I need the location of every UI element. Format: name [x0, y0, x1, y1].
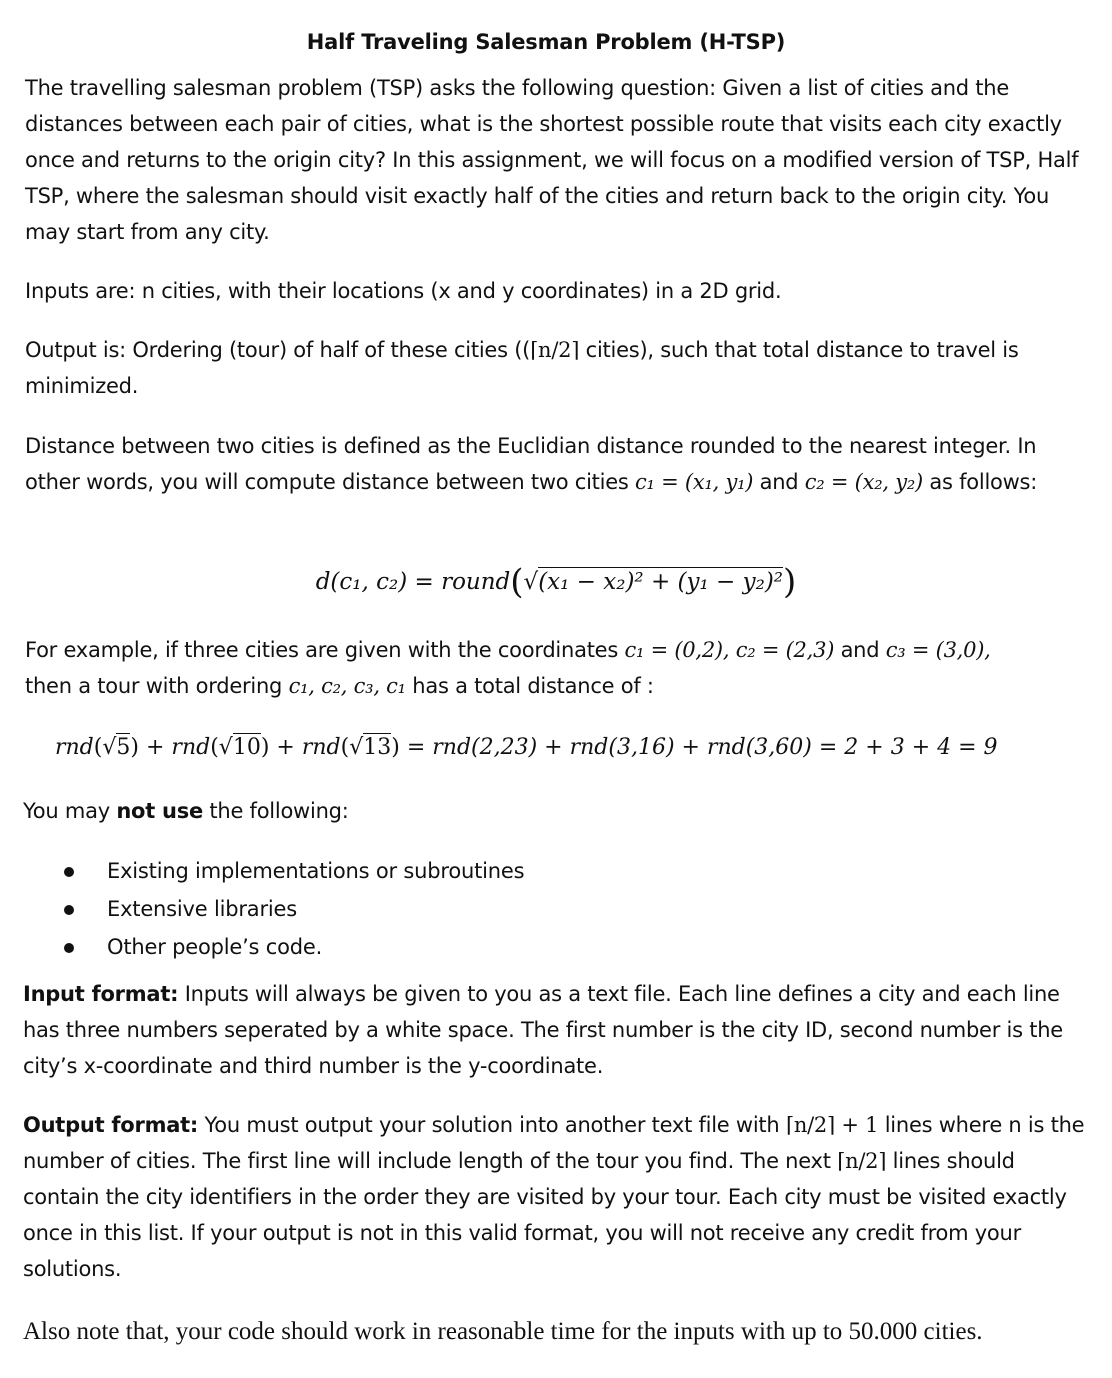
list-item-text: Extensive libraries: [107, 897, 297, 921]
example-coords-1: c₁ = (0,2), c₂ = (2,3): [624, 638, 835, 662]
distance-and: and: [753, 470, 805, 494]
list-item-text: Existing implementations or subroutines: [107, 859, 525, 883]
output-format-expr-1: ⌈n/2⌉ + 1: [785, 1113, 879, 1137]
example-line2-before: then a tour with ordering: [25, 674, 289, 698]
output-paragraph: [25, 332, 1087, 404]
intro-paragraph: The travelling salesman problem (TSP) asks the following question: Given a list of cities and the distances between each pair of cities, what is the shortest possible route that visits each city exactly once and returns to the origin city? In this assignment, we will focus on a modified version of TSP, Half TSP, where the salesman should visit exactly half of the cities and return back to the origin city. You may start from any city.: [25, 76, 1079, 244]
example-line2-after: has a total distance of :: [405, 674, 654, 698]
rnd-1: rnd: [55, 735, 94, 760]
sqrt-symbol: √: [523, 569, 539, 595]
restrictions-list: [0, 852, 524, 966]
radicand-3: 13: [363, 735, 392, 760]
list-item-text: Other people’s code.: [107, 935, 323, 959]
formula-radicand: (x₁ − x₂)² + (y₁ − y₂)²: [538, 569, 784, 595]
restrictions-bold: not use: [116, 799, 203, 823]
example-and: and: [834, 638, 886, 662]
radicand-1: 5: [116, 735, 131, 760]
input-format-label: Input format:: [23, 982, 179, 1006]
example-text-before: For example, if three cities are given with the coordinates: [25, 638, 625, 662]
output-format-expr-2: ⌈n/2⌉: [837, 1149, 887, 1173]
distance-formula: [0, 562, 1112, 602]
closing-note: Also note that, your code should work in reasonable time for the inputs with up to 50.000 cities.: [23, 1318, 983, 1345]
output-format-text-3: lines should contain the city identifiers in the order they are visited by your tour. Each city must be visited exactly once in this list. If your output is not in this valid format, you will not receive any credit from your solutions.: [23, 1149, 1067, 1281]
input-format-text: Inputs will always be given to you as a text file. Each line defines a city and each line has three numbers seperated by a white space. The first number is the city ID, second number is the city’s x-coordinate and third number is the y-coordinate.: [23, 982, 1063, 1078]
c1-definition: c₁ = (x₁, y₁): [635, 470, 754, 494]
rnd-3: rnd: [301, 735, 341, 760]
list-item: [0, 928, 524, 966]
output-text-after: cities), such that total distance to travel is minimized.: [25, 338, 1019, 398]
restrictions-after: the following:: [202, 799, 349, 823]
output-format-text-1: You must output your solution into another text file with: [198, 1113, 786, 1137]
example-formula: rnd(√5) + rnd(√10) + rnd(√13) = rnd(2,23) + rnd(3,16) + rnd(3,60) = 2 + 3 + 4 = 9: [55, 735, 998, 760]
restrictions-intro: [23, 793, 1085, 829]
distance-paragraph: [25, 428, 1087, 500]
formula-open-paren: (: [510, 562, 524, 602]
example-ordering: c₁, c₂, c₃, c₁: [288, 674, 406, 698]
radicand-2: 10: [232, 735, 261, 760]
formula-lhs: d(c₁, c₂) = round: [315, 569, 511, 595]
example-paragraph: [25, 632, 1087, 704]
output-format-text-2: lines where n is the number of cities. The first line will include length of the tour you find. The next: [23, 1113, 1085, 1173]
bullet-icon: [64, 867, 74, 877]
distance-text-after: as follows:: [922, 470, 1038, 494]
rnd-2: rnd: [171, 735, 211, 760]
inputs-paragraph: Inputs are: n cities, with their locations (x and y coordinates) in a 2D grid.: [25, 279, 782, 303]
page-title: Half Traveling Salesman Problem (H-TSP): [306, 30, 786, 54]
c2-definition: c₂ = (x₂, y₂): [804, 470, 923, 494]
list-item: [0, 852, 524, 890]
output-format-label: Output format:: [23, 1113, 199, 1137]
output-text-before: Output is: Ordering (tour) of half of these cities ((: [25, 338, 531, 362]
bullet-icon: [64, 943, 74, 953]
distance-text-before: Distance between two cities is defined as the Euclidian distance rounded to the nearest integer. In other words, you will compute distance between two cities: [25, 434, 1037, 494]
output-format-paragraph: [23, 1107, 1085, 1287]
output-ceil-expression: ⌈n/2⌉: [530, 338, 580, 362]
example-coords-2: c₃ = (3,0),: [885, 638, 991, 662]
restrictions-before: You may: [23, 799, 117, 823]
list-item: [0, 890, 524, 928]
input-format-paragraph: [23, 976, 1085, 1084]
example-formula-rest: = rnd(2,23) + rnd(3,16) + rnd(3,60) = 2 + 3 + 4 = 9: [399, 735, 998, 760]
bullet-icon: [64, 905, 74, 915]
formula-close-paren: ): [783, 562, 797, 602]
